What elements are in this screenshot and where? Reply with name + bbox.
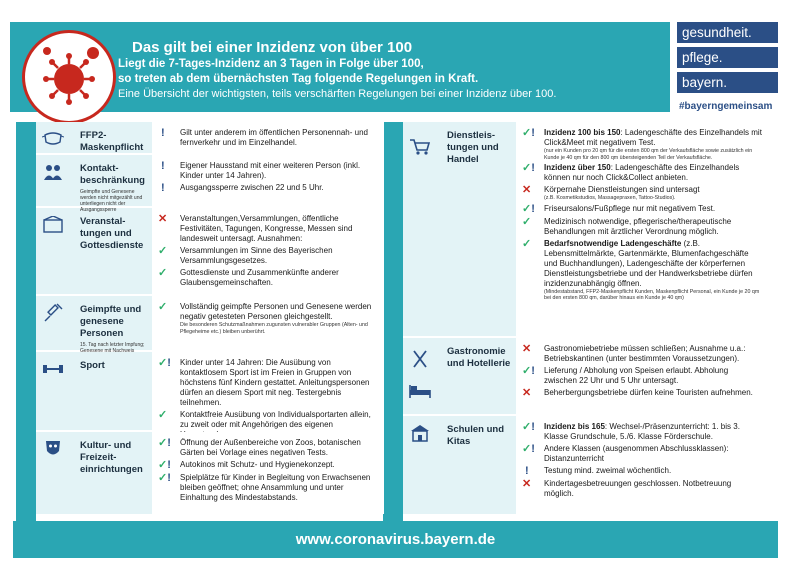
mask-icon [42, 128, 64, 150]
section-title: Kontakt-beschränkung [80, 163, 145, 186]
coronavirus-icon [22, 30, 116, 124]
rule-item: ✓! Inzidenz bis 165: Wechsel-/Präsenzunterricht: 1. bis 3. Klasse Grundschule, 5./6. Klasse Förderschule. [522, 421, 740, 441]
subtitle-line-1: Liegt die 7-Tages-Inzidenz an 3 Tagen in Folge über 100, [118, 58, 424, 70]
check-exclamation-icon: ✓! [158, 357, 171, 369]
section-note: Geimpfte und Genesene werden nicht mitgezählt und unterliegen nicht der Ausgangssperre [80, 189, 143, 213]
right-accent-strip [383, 122, 403, 522]
rule-item: ✓ Bedarfsnotwendige Ladengeschäfte (z.B. Lebensmittelmärkte, Gartenmärkte, Blumenfachgeschäfte und Buchhandlungen), Ladengeschäfte der körperfernen Dienstleistungsbetriebe und der Handwerksbetriebe dürfen inzidenzunabhängig öffnen. (Mindestabstand, FFP2-Maskenpflicht Kunden, Maskenpflicht Personal, ein Kunde je 20 qm bei den ersten 800 qm, darüber hinaus ein Kunde je 40 qm) [522, 237, 760, 301]
section-title: Geimpfte und genesene Personen [80, 304, 142, 339]
check-exclamation-icon: ✓! [522, 443, 535, 455]
shopping-cart-icon [409, 136, 431, 158]
check-icon: ✓ [158, 409, 168, 421]
brand-logo [677, 22, 778, 120]
check-exclamation-icon: ✓! [158, 459, 171, 471]
rule-item: ✓! Inzidenz über 150: Ladengeschäfte des Einzelhandels können nur noch Click&Collect anbieten. [522, 162, 740, 182]
page-title: Das gilt bei einer Inzidenz von über 100 [132, 39, 413, 56]
check-icon: ✓ [522, 215, 532, 228]
section-title: Sport [80, 360, 105, 371]
section-title: FFP2-Maskenpflicht [80, 130, 144, 153]
section-note: 15. Tag nach letzter Impfung; Genesene mit Nachweis [80, 342, 145, 354]
exclamation-icon: ! [161, 182, 165, 194]
footer-url[interactable]: www.coronavirus.bayern.de [13, 521, 778, 558]
rule-item: ✓! Kinder unter 14 Jahren: Die Ausübung von kontaktlosem Sport ist im Freien in Gruppen von höchstens fünf Kindern gestattet. Anleitungspersonen dürfen an diesem Sport mit neg. Testergebnis teilnehmen. [158, 357, 370, 407]
rule-item: ✓! Inzidenz 100 bis 150: Ladengeschäfte des Einzelhandels mit Click&Meet mit negativem Test. (nur ein Kunden pro 20 qm für die ersten 800 qm der Verkaufsfläche sowie zusätzlich ein Kunde je 40 qm für den 800 qm übersteigenden Teil der Verkaufsfläche. [522, 127, 762, 161]
people-icon [42, 161, 64, 183]
left-accent-strip [16, 122, 36, 522]
check-icon: ✓ [158, 245, 168, 257]
rule-item: ✕ Körpernahe Dienstleistungen sind untersagt (z.B. Kosmetikstudios, Massagepraxen, Tattoo-Studios). [522, 184, 700, 201]
rule-item: ✓! Spielplätze für Kinder in Begleitung von Erwachsenen bleiben geöffnet; ohne Ansammlung und unter Einhaltung des Mindestabstands. [158, 472, 371, 502]
brand-row-pflege: pflege. [677, 47, 778, 68]
check-icon: ✓ [522, 237, 532, 250]
section-sport [36, 352, 384, 432]
brand-row-bayern: bayern. [677, 72, 778, 93]
theater-mask-icon [42, 438, 64, 460]
bed-icon [409, 380, 431, 402]
check-exclamation-icon: ✓! [522, 202, 535, 215]
section-handel [403, 122, 769, 338]
syringe-icon [42, 302, 64, 324]
brand-row-gesundheit: gesundheit. [677, 22, 778, 43]
cross-icon: ✕ [522, 387, 532, 399]
rule-item: ✓ Versammlungen im Sinne des Bayerischen Versammlungsgesetzes. [158, 245, 333, 265]
cross-icon: ✕ [522, 184, 532, 196]
left-column [36, 122, 384, 514]
rule-item: ✓! Friseursalons/Fußpflege nur mit negativem Test. [522, 202, 716, 215]
rule-item: ✓! Öffnung der Außenbereiche von Zoos, botanischen Gärten bei Vorlage eines negativen Tests. [158, 437, 361, 457]
rule-item: ✓ Medizinisch notwendige, pflegerische/therapeutische Behandlungen mit ärztlicher Verordnung möglich. [522, 215, 732, 236]
section-title: Veranstal-tungen und Gottesdienste [80, 216, 144, 251]
rule-item: ✕ Kindertagesbetreuungen geschlossen. Notbetreuung möglich. [522, 478, 732, 498]
check-icon: ✓ [158, 267, 168, 279]
section-gastronomie [403, 338, 769, 416]
exclamation-icon: ! [161, 127, 165, 139]
section-title: Schulen und Kitas [447, 424, 504, 447]
cross-icon: ✕ [522, 343, 532, 355]
header-banner [10, 22, 670, 112]
rule-item: ✕ Beherbergungsbetriebe dürfen keine Touristen aufnehmen. [522, 387, 753, 399]
section-schulen [403, 416, 769, 514]
rule-item: ✓! Andere Klassen (ausgenommen Abschlussklassen): Distanzunterricht [522, 443, 729, 463]
section-title: Gastronomie und Hotellerie [447, 346, 511, 369]
check-exclamation-icon: ✓! [522, 162, 535, 174]
cross-icon: ✕ [522, 478, 532, 490]
section-geimpfte [36, 296, 384, 352]
rule-item: ! Ausgangssperre zwischen 22 und 5 Uhr. [158, 183, 378, 194]
cross-icon: ✕ [158, 213, 168, 225]
check-exclamation-icon: ✓! [522, 421, 535, 433]
rule-item: ✓ Gottesdienste und Zusammenkünfte anderer Glaubensgemeinschaften. [158, 267, 339, 287]
subtitle-line-2: so treten ab dem übernächsten Tag folgende Regelungen in Kraft. [118, 73, 479, 85]
stage-icon [42, 214, 64, 236]
rule-item: ! Eigener Hausstand mit einer weiteren Person (inkl. Kinder unter 14 Jahren). [158, 161, 378, 181]
rule-item: ! Testung mind. zweimal wöchentlich. [522, 466, 763, 477]
section-title: Kultur- und Freizeit-einrichtungen [80, 440, 143, 475]
section-veranstaltungen [36, 208, 384, 296]
rule-item: ✕ Gastronomiebetriebe müssen schließen; Ausnahme u.a.: Betriebskantinen (unter bestimmten Voraussetzungen). [522, 343, 746, 363]
section-kontakt [36, 155, 384, 213]
exclamation-icon: ! [525, 465, 529, 477]
brand-hashtag: #bayerngemeinsam [679, 101, 773, 112]
section-kultur [36, 432, 384, 514]
check-icon: ✓ [158, 301, 168, 313]
section-title: Dienstleis-tungen und Handel [447, 130, 499, 165]
rule-item: ✓ Vollständig geimpfte Personen und Genesene werden negativ getesteten Personen gleichgestellt. Die besonderen Schutzmaßnahmen zugunsten vulnerabler Gruppen (Alten- und Pflegeheime etc.) bleiben unberührt. [158, 301, 372, 335]
intro-text: Eine Übersicht der wichtigsten, teils verschärften Regelungen bei einer Inzidenz über 100. [118, 88, 557, 100]
check-exclamation-icon: ✓! [158, 437, 171, 449]
check-exclamation-icon: ✓! [158, 472, 171, 484]
dumbbell-icon [42, 358, 64, 380]
rule-item: ✓! Autokinos mit Schutz- und Hygienekonzept. [158, 459, 335, 471]
rule-item: ✕ Veranstaltungen,Versammlungen, öffentliche Festivitäten, Tagungen, Kongresse, Messen sind landesweit untersagt. Ausnahmen: [158, 213, 353, 243]
check-exclamation-icon: ✓! [522, 365, 535, 377]
exclamation-icon: ! [161, 160, 165, 172]
section-ffp2 [36, 122, 384, 155]
check-exclamation-icon: ✓! [522, 127, 535, 139]
school-icon [409, 422, 431, 444]
rule-item: ✓! Lieferung / Abholung von Speisen erlaubt. Abholung zwischen 22 Uhr und 5 Uhr untersagt. [522, 365, 729, 385]
cutlery-icon [409, 348, 431, 370]
rule-item: ! Gilt unter anderem im öffentlichen Personennah- und fernverkehr und im Einzelhandel. [158, 128, 378, 148]
rule-item: ✓ Kontaktfreie Ausübung von Individualsportarten allein, zu zweit oder mit Angehörigen des eigenen [158, 409, 371, 429]
right-column [403, 122, 769, 514]
